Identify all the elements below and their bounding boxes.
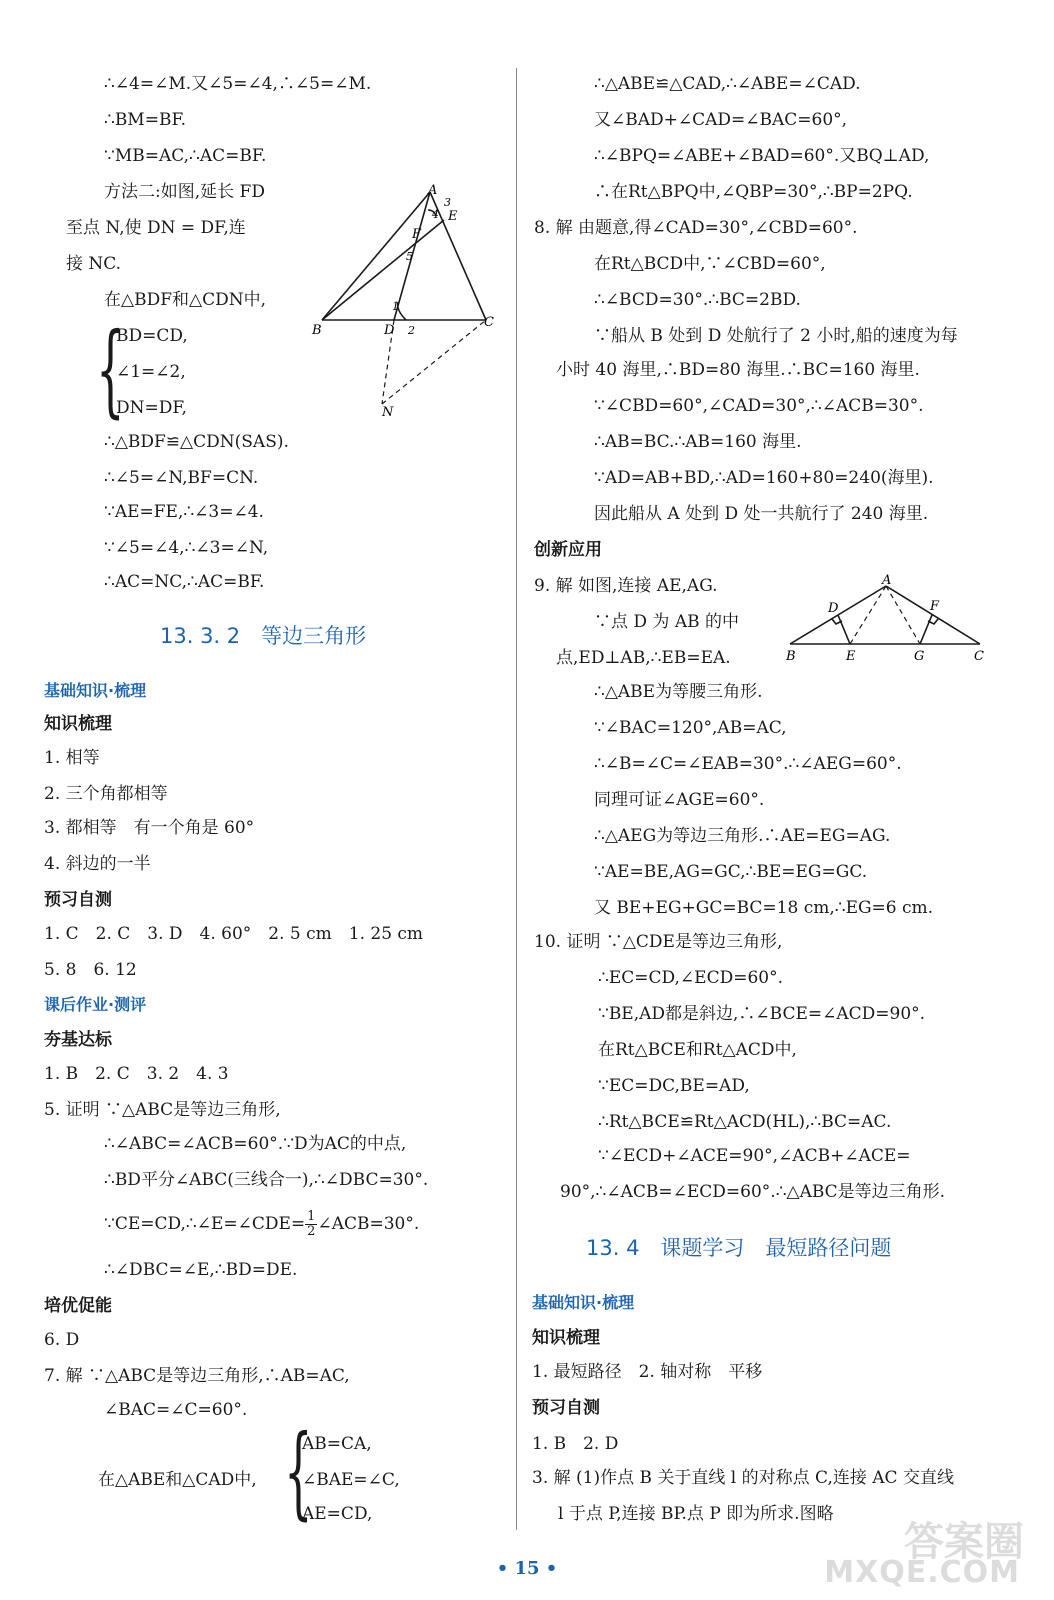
- fraction-denominator: 2: [307, 1224, 316, 1239]
- text-line: 8. 解 由题意,得∠CAD=30°,∠CBD=60°.: [534, 218, 858, 238]
- text-segment: ∠ACB=30°.: [317, 1214, 420, 1234]
- text-line: 小时 40 海里,∴BD=80 海里.∴BC=160 海里.: [556, 360, 920, 380]
- answer-line: l 于点 P,连接 BP.点 P 即为所求.图略: [558, 1504, 834, 1524]
- fig1-label-2: 2: [408, 324, 415, 337]
- answer-line: 1. B 2. D: [532, 1434, 619, 1454]
- fig1-label-F: F: [412, 227, 422, 242]
- column-divider: [516, 68, 517, 1530]
- subheading: 夯基达标: [44, 1030, 112, 1050]
- subheading: 知识梳理: [44, 714, 112, 734]
- answer-line: 7. 解 ∵△ABC是等边三角形,∴AB=AC,: [44, 1366, 350, 1386]
- answer-line: 同理可证∠AGE=60°.: [594, 790, 765, 810]
- text-line: ∴∠BPQ=∠ABE+∠BAD=60°.又BQ⊥AD,: [594, 146, 930, 166]
- text-line: ∴AB=BC.∴AB=160 海里.: [594, 432, 802, 452]
- heading-basic-knowledge: 基础知识·梳理: [44, 681, 147, 700]
- brace: {: [96, 311, 125, 428]
- text-line: ∴BM=BF.: [104, 110, 187, 130]
- answer-line: ∵EC=DC,BE=AD,: [598, 1076, 750, 1096]
- fig2-label-A: A: [882, 574, 892, 588]
- brace: {: [284, 1413, 313, 1530]
- answer-line: 点,ED⊥AB,∴EB=EA.: [556, 648, 731, 668]
- answer-line: ∴∠B=∠C=∠EAB=30°.∴∠AEG=60°.: [594, 754, 902, 774]
- answer-line: ∴∠DBC=∠E,∴BD=DE.: [104, 1260, 298, 1280]
- answer-line: ∴Rt△BCE≌Rt△ACD(HL),∴BC=AC.: [598, 1112, 892, 1132]
- answer-line: 3. 解 (1)作点 B 关于直线 l 的对称点 C,连接 AC 交直线: [532, 1468, 954, 1488]
- section-title-13-3-2: 13. 3. 2 等边三角形: [160, 624, 367, 648]
- answer-line: 6. D: [44, 1330, 80, 1350]
- fig1-label-1: 1: [392, 300, 399, 313]
- answer-line: 2. 三个角都相等: [44, 784, 168, 804]
- fig1-label-C: C: [484, 315, 494, 330]
- answer-line: ∴BD平分∠ABC(三线合一),∴∠DBC=30°.: [104, 1170, 429, 1190]
- subheading: 创新应用: [534, 540, 602, 560]
- fig1-label-N: N: [382, 405, 394, 420]
- fig2-label-D: D: [828, 601, 839, 616]
- answer-line: ∠BAC=∠C=60°.: [104, 1400, 248, 1420]
- answer-line: ∴∠ABC=∠ACB=60°.∵D为AC的中点,: [104, 1134, 407, 1154]
- text-line: ∵∠CBD=60°,∠CAD=30°,∴∠ACB=30°.: [594, 396, 924, 416]
- text-line: ∴∠BCD=30°.∴BC=2BD.: [594, 290, 801, 310]
- text-line: ∵AE=FE,∴∠3=∠4.: [104, 502, 264, 522]
- text-line: ∵船从 B 处到 D 处航行了 2 小时,船的速度为每: [594, 326, 958, 346]
- fig1-label-A: A: [428, 183, 438, 198]
- text-line: 在Rt△BCD中,∵∠CBD=60°,: [594, 254, 826, 274]
- answer-line: 5. 证明 ∵△ABC是等边三角形,: [44, 1100, 281, 1120]
- answer-line: ∵AE=BE,AG=GC,∴BE=EG=GC.: [594, 862, 868, 882]
- answer-line: 1. B 2. C 3. 2 4. 3: [44, 1064, 229, 1084]
- text-line: ∴△BDF≌△CDN(SAS).: [104, 432, 289, 452]
- fig2-label-E: E: [846, 649, 856, 664]
- fig2-label-B: B: [786, 649, 796, 664]
- text-line: BD=CD,: [116, 326, 188, 346]
- page-number: • 15 •: [496, 1558, 558, 1579]
- subheading: 培优促能: [44, 1296, 112, 1316]
- text-line: ∵AD=AB+BD,∴AD=160+80=240(海里).: [594, 468, 934, 488]
- text-line: 又∠BAD+∠CAD=∠BAC=60°,: [594, 110, 848, 130]
- text-line: ∴AC=NC,∴AC=BF.: [104, 572, 265, 592]
- section-title-13-4: 13. 4 课题学习 最短路径问题: [586, 1236, 892, 1260]
- heading-basic-knowledge: 基础知识·梳理: [532, 1293, 635, 1312]
- answer-line: ∵BE,AD都是斜边,∴∠BCE=∠ACD=90°.: [598, 1004, 926, 1024]
- answer-line: ∵∠ECD+∠ACE=90°,∠ACB+∠ACE=: [598, 1146, 911, 1166]
- fig2-label-G: G: [914, 649, 925, 664]
- fig1-label-4: 4: [432, 208, 439, 221]
- fraction-numerator: 1: [307, 1209, 316, 1224]
- fig1-label-5: 5: [406, 250, 413, 263]
- subheading: 预习自测: [44, 890, 112, 910]
- text-line: ∴△ABE≌△CAD,∴∠ABE=∠CAD.: [594, 74, 861, 94]
- answer-line-fraction: [104, 1210, 419, 1239]
- answer-line: 1. 相等: [44, 748, 100, 768]
- answer-line: ∵点 D 为 AB 的中: [594, 612, 740, 632]
- answer-line: ∠BAE=∠C,: [302, 1470, 400, 1490]
- text-line: 在△BDF和△CDN中,: [104, 290, 266, 310]
- fraction: [305, 1210, 317, 1239]
- fig1-label-E: E: [448, 209, 458, 224]
- text-line: 因此船从 A 处到 D 处一共航行了 240 海里.: [594, 504, 929, 524]
- answer-line: ∴△ABE为等腰三角形.: [594, 682, 763, 702]
- text-line: 接 NC.: [66, 254, 122, 274]
- answer-line: 在△ABE和△CAD中,: [98, 1470, 257, 1490]
- triangle-figure-2: [782, 574, 992, 666]
- answer-line: 4. 斜边的一半: [44, 854, 151, 874]
- fig2-label-F: F: [930, 599, 940, 614]
- subheading: 知识梳理: [532, 1328, 600, 1348]
- text-line: ∴在Rt△BPQ中,∠QBP=30°,∴BP=2PQ.: [594, 182, 913, 202]
- answer-line: ∵∠BAC=120°,AB=AC,: [594, 718, 787, 738]
- triangle-figure-1: [310, 182, 506, 422]
- text-line: ∵MB=AC,∴AC=BF.: [104, 146, 267, 166]
- answer-line: ∴△AEG为等边三角形.∴AE=EG=AG.: [594, 826, 891, 846]
- text-line: 至点 N,使 DN = DF,连: [66, 218, 246, 238]
- subheading: 预习自测: [532, 1398, 600, 1418]
- text-line: DN=DF,: [116, 398, 187, 418]
- fig1-label-B: B: [312, 323, 322, 338]
- answer-line: 1. 最短路径 2. 轴对称 平移: [532, 1362, 763, 1382]
- answer-line: 9. 解 如图,连接 AE,AG.: [534, 576, 718, 596]
- answer-line: 1. C 2. C 3. D 4. 60° 2. 5 cm 1. 25 cm: [44, 924, 424, 944]
- answer-line: AE=CD,: [302, 1504, 373, 1524]
- fig2-label-C: C: [974, 649, 984, 664]
- answer-line: 10. 证明 ∵△CDE是等边三角形,: [534, 932, 783, 952]
- fig1-label-D: D: [384, 323, 395, 338]
- text-line: 方法二:如图,延长 FD: [104, 182, 265, 202]
- text-line: ∴∠5=∠N,BF=CN.: [104, 468, 259, 488]
- watermark-url: MXQE.COM: [824, 1555, 1020, 1590]
- answer-line: 5. 8 6. 12: [44, 960, 137, 980]
- fig1-label-3: 3: [444, 196, 451, 209]
- answer-line: AB=CA,: [302, 1434, 372, 1454]
- text-line: ∴∠4=∠M.又∠5=∠4,∴∠5=∠M.: [104, 74, 372, 94]
- heading-homework: 课后作业·测评: [44, 995, 147, 1014]
- answer-line: 又 BE+EG+GC=BC=18 cm,∴EG=6 cm.: [594, 898, 934, 918]
- answer-line: 90°,∴∠ACB=∠ECD=60°.∴△ABC是等边三角形.: [560, 1182, 946, 1202]
- answer-line: 在Rt△BCE和Rt△ACD中,: [598, 1040, 797, 1060]
- text-segment: ∵CE=CD,∴∠E=∠CDE=: [104, 1214, 306, 1234]
- answer-line: ∴EC=CD,∠ECD=60°.: [598, 968, 783, 988]
- watermark-logo: 答案圈: [904, 1519, 1024, 1565]
- text-line: ∵∠5=∠4,∴∠3=∠N,: [104, 538, 269, 558]
- answer-line: 3. 都相等 有一个角是 60°: [44, 818, 255, 838]
- text-line: ∠1=∠2,: [116, 362, 186, 382]
